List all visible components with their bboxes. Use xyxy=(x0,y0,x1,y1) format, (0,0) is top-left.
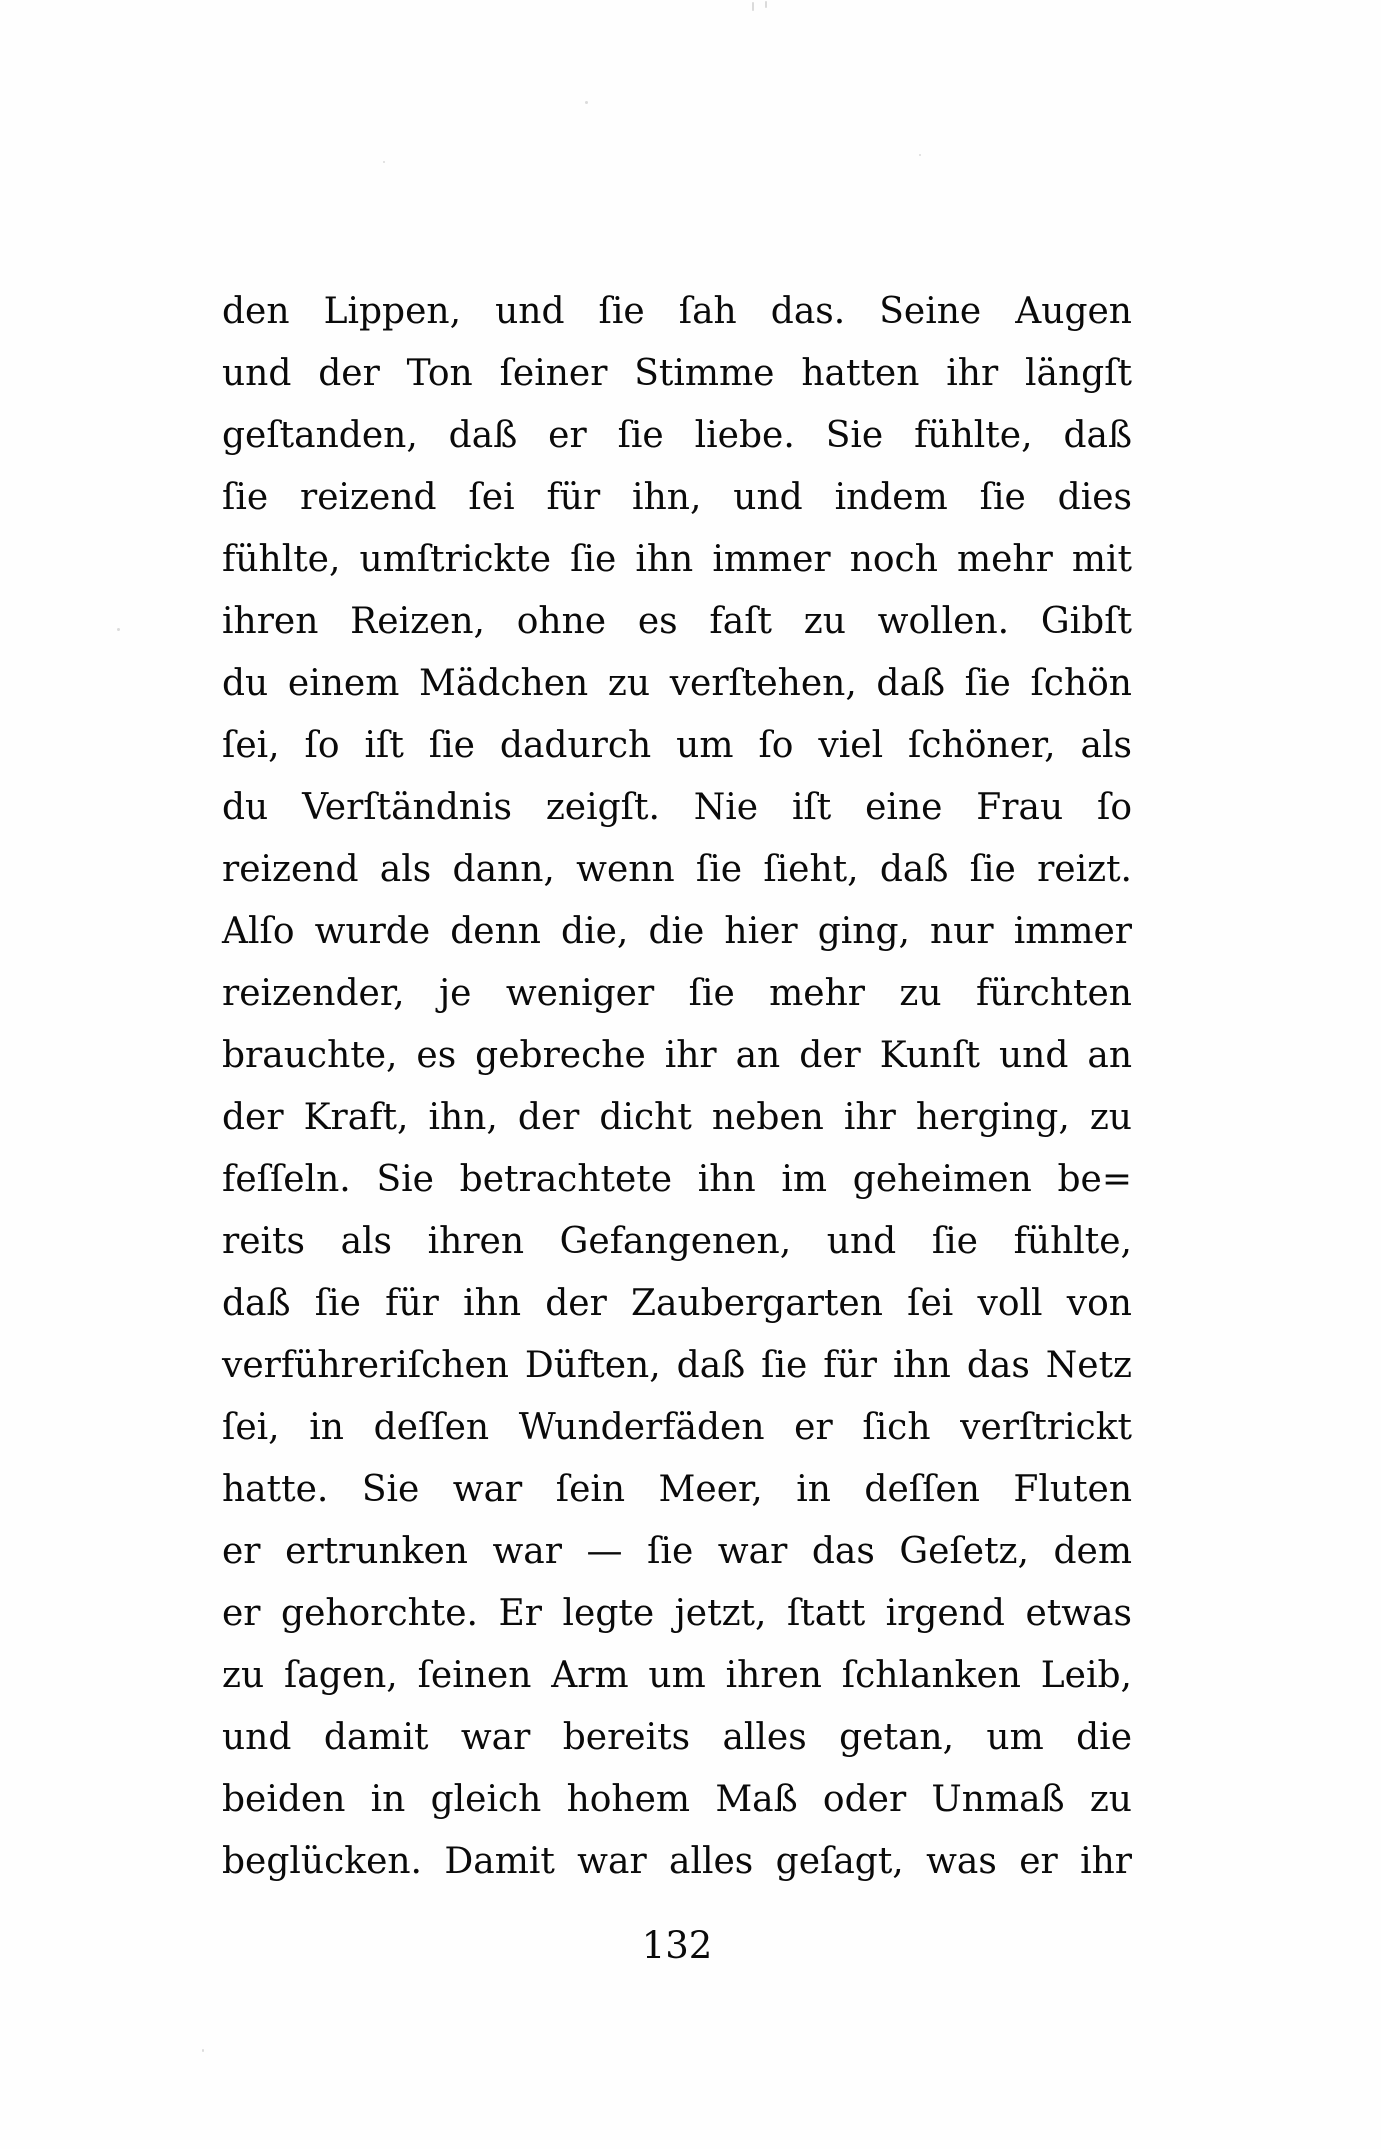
text-line: beiden in gleich hohem Maß oder Unmaß zu xyxy=(222,1779,1132,1820)
text-line: ſei, ſo iſt ſie dadurch um ſo viel ſchöner, als xyxy=(222,725,1132,766)
scan-speck xyxy=(117,628,120,631)
text-line: fühlte, umſtrickte ſie ihn immer noch mehr mit xyxy=(222,539,1132,580)
page-number: 132 xyxy=(641,1924,713,1967)
text-line: brauchte, es gebreche ihr an der Kunſt und an xyxy=(222,1035,1132,1076)
text-line: ſei, in deſſen Wunderfäden er ſich verſtrickt xyxy=(222,1407,1132,1448)
text-line: feſſeln. Sie betrachtete ihn im geheimen be= xyxy=(222,1159,1132,1200)
text-line: reits als ihren Gefangenen, und ſie fühlte, xyxy=(222,1221,1132,1262)
scan-speck xyxy=(919,154,921,156)
text-line: und damit war bereits alles getan, um die xyxy=(222,1717,1132,1758)
text-line: verführeriſchen Düften, daß ſie für ihn das Netz xyxy=(222,1345,1132,1386)
scan-speck xyxy=(752,2,754,11)
text-line: er ertrunken war — ſie war das Geſetz, dem xyxy=(222,1531,1132,1572)
text-line: du Verſtändnis zeigſt. Nie iſt eine Frau ſo xyxy=(222,787,1132,828)
scan-speck xyxy=(383,161,385,163)
body-text xyxy=(222,281,1132,1893)
text-line: beglücken. Damit war alles geſagt, was er ihr xyxy=(222,1841,1132,1882)
text-line: daß ſie für ihn der Zaubergarten ſei voll von xyxy=(222,1283,1132,1324)
text-line: Alſo wurde denn die, die hier ging, nur immer xyxy=(222,911,1132,952)
text-line: reizender, je weniger ſie mehr zu fürchten xyxy=(222,973,1132,1014)
text-line: der Kraft, ihn, der dicht neben ihr herging, zu xyxy=(222,1097,1132,1138)
scan-speck xyxy=(585,101,588,104)
text-line: er gehorchte. Er legte jetzt, ſtatt irgend etwas xyxy=(222,1593,1132,1634)
text-line: ſie reizend ſei für ihn, und indem ſie dies xyxy=(222,477,1132,518)
text-line: hatte. Sie war ſein Meer, in deſſen Fluten xyxy=(222,1469,1132,1510)
text-line: reizend als dann, wenn ſie ſieht, daß ſie reizt. xyxy=(222,849,1132,890)
text-line: geſtanden, daß er ſie liebe. Sie fühlte, daß xyxy=(222,415,1132,456)
text-line: den Lippen, und ſie ſah das. Seine Augen xyxy=(222,291,1132,332)
text-line: du einem Mädchen zu verſtehen, daß ſie ſchön xyxy=(222,663,1132,704)
text-line: ihren Reizen, ohne es faſt zu wollen. Gibſt xyxy=(222,601,1132,642)
scan-speck xyxy=(765,1,767,8)
text-line: und der Ton ſeiner Stimme hatten ihr längſt xyxy=(222,353,1132,394)
text-line: zu ſagen, ſeinen Arm um ihren ſchlanken Leib, xyxy=(222,1655,1132,1696)
scan-speck xyxy=(202,2049,204,2052)
